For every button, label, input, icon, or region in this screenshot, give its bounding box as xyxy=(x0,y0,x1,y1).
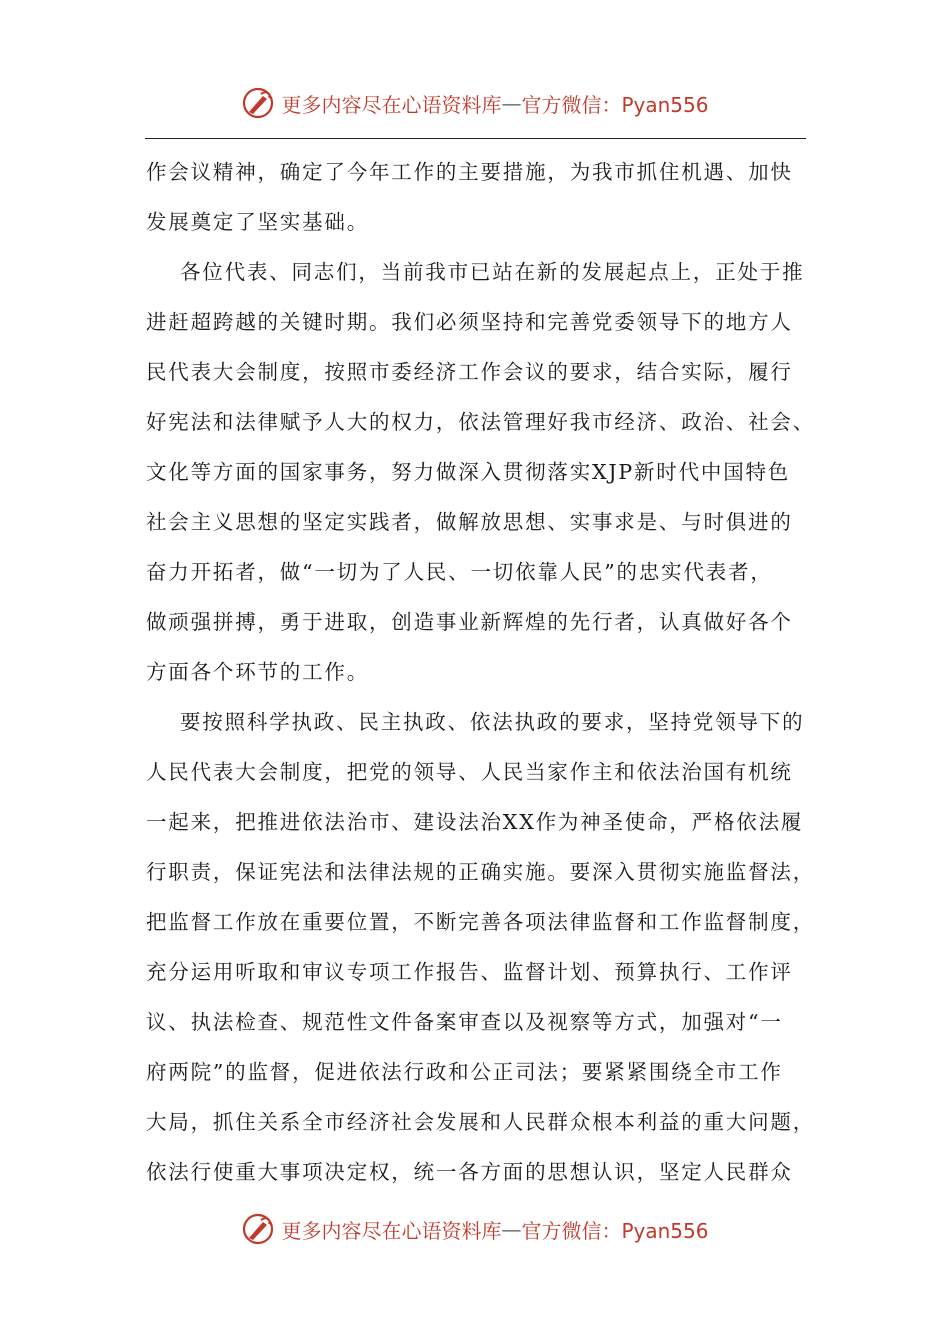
header-banner xyxy=(0,86,950,120)
text-line: 行职责，保证宪法和法律法规的正确实施。要深入贯彻实施监督法， xyxy=(146,860,815,884)
footer-dash: — xyxy=(501,1217,522,1241)
text-line: 府两院”的监督，促进依法行政和公正司法；要紧紧围绕全市工作 xyxy=(146,1060,783,1084)
text-line: 作会议精神，确定了今年工作的主要措施，为我市抓住机遇、加快 xyxy=(146,160,793,184)
text-line: 人民代表大会制度，把党的领导、人民当家作主和依法治国有机统 xyxy=(146,760,793,784)
document-body xyxy=(146,152,815,1202)
footer-banner xyxy=(0,1212,950,1246)
text-line: 充分运用听取和审议专项工作报告、监督计划、预算执行、工作评 xyxy=(146,960,793,984)
text-line: 奋力开拓者，做“一切为了人民、一切依靠人民”的忠实代表者， xyxy=(146,560,773,584)
header-text: 更多内容尽在心语资料库 xyxy=(281,92,502,117)
text-line: 依法行使重大事项决定权，统一各方面的思想认识，坚定人民群众 xyxy=(146,1160,793,1184)
text-line: 进赶超跨越的关键时期。我们必须坚持和完善党委领导下的地方人 xyxy=(146,310,793,334)
text-line: 把监督工作放在重要位置，不断完善各项法律监督和工作监督制度， xyxy=(146,910,815,934)
footer-wechat: 官方微信：Pyan556 xyxy=(521,1218,709,1243)
footer-text: 更多内容尽在心语资料库 xyxy=(281,1218,502,1243)
pen-logo-icon xyxy=(241,86,275,120)
text-line: 文化等方面的国家事务，努力做深入贯彻落实XJP新时代中国特色 xyxy=(146,460,791,484)
text-line: 议、执法检查、规范性文件备案审查以及视察等方式，加强对“一 xyxy=(146,1010,783,1034)
pen-logo-icon xyxy=(241,1212,275,1246)
text-line: 各位代表、同志们，当前我市已站在新的发展起点上，正处于推 xyxy=(180,260,805,284)
header-dash: — xyxy=(501,91,522,115)
text-line: 发展奠定了坚实基础。 xyxy=(146,210,369,234)
text-line: 民代表大会制度，按照市委经济工作会议的要求，结合实际，履行 xyxy=(146,360,793,384)
text-line: 要按照科学执政、民主执政、依法执政的要求，坚持党领导下的 xyxy=(180,710,805,734)
header-wechat: 官方微信：Pyan556 xyxy=(521,92,709,117)
text-line: 做顽强拼搏，勇于进取，创造事业新辉煌的先行者，认真做好各个 xyxy=(146,610,793,634)
text-line: 社会主义思想的坚定实践者，做解放思想、实事求是、与时俱进的 xyxy=(146,510,793,534)
text-line: 一起来，把推进依法治市、建设法治XX作为神圣使命，严格依法履 xyxy=(146,810,804,834)
text-line: 大局，抓住关系全市经济社会发展和人民群众根本利益的重大问题， xyxy=(146,1110,815,1134)
text-line: 好宪法和法律赋予人大的权力，依法管理好我市经济、政治、社会、 xyxy=(146,410,815,434)
text-line: 方面各个环节的工作。 xyxy=(146,660,369,684)
header-divider xyxy=(145,138,806,139)
